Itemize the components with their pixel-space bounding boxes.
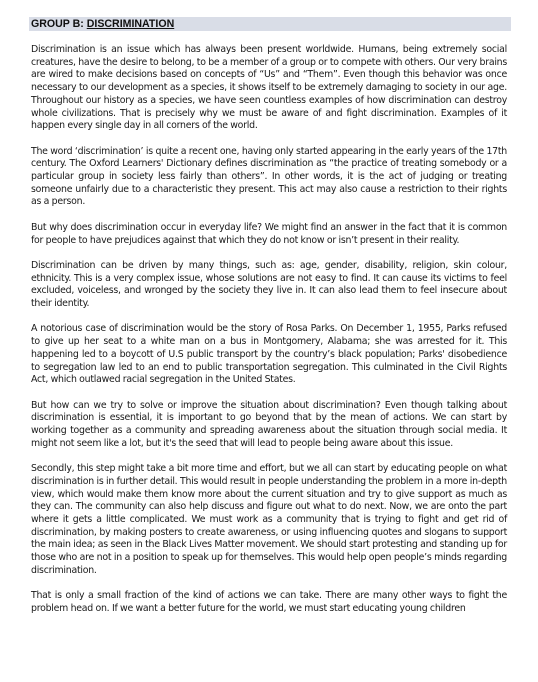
section-title: DISCRIMINATION xyxy=(86,18,175,30)
paragraph-definition: The word ‘discrimination’ is quite a recent one, having only started appearing in the early years of the 17th century. The Oxford Learners' Dictionary defines discrimination as “the practice of treating somebody or a particular group in society less fairly than others”. In other words, it is the act of judging or treating someone unfairly due to a characteristic they present. This act may also cause a restriction to their rights as a person. xyxy=(31,145,507,208)
paragraph-conclusion: That is only a small fraction of the kind of actions we can take. There are many other ways to fight the problem head on. If we want a better future for the world, we must start educating young children xyxy=(31,590,507,614)
paragraph-intro: Discrimination is an issue which has always been present worldwide. Humans, being extremely social creatures, have the desire to belong, to be a member of a group or to compete with others. Our very brains are wired to make decisions based on concepts of “Us” and “Them”. Even though this behavior was once necessary to our development as a species, it shows itself to be extremely damaging to society in our age. Throughout our history as a species, we have seen countless examples of how discrimination can destroy whole civilizations. That is precisely why we must be aware of and fight discrimination. Examples of it happen every single day in all corners of the world. xyxy=(31,44,507,132)
paragraph-rosa-parks: A notorious case of discrimination would be the story of Rosa Parks. On December 1, 1955, Parks refused to give up her seat to a white man on a bus in Montgomery, Alabama; she was arrested for it. This happening led to a boycott of U.S public transport by the country’s black population; Parks' disobedience to segregation law led to an end to public transportation segregation. This culminated in the Civil Rights Act, which outlawed racial segregation in the United States. xyxy=(31,323,507,386)
paragraph-education: Secondly, this step might take a bit more time and effort, but we all can start by educating people on what discrimination is in further detail. This would result in people understanding the problem in a more in-depth view, which would make them know more about the current situation and try to give support as much as they can. The community can also help discuss and figure out what to do next. Now, we are onto the part where it gets a little complicated. We must work as a community that is trying to fight and get rid of discrimination, by making posters to create awareness, or using influencing quotes and slogans to support the main idea; as seen in the Black Lives Matter movement. We should start protesting and standing up for those who are not in a position to speak up for themselves. This would help open people’s minds regarding discrimination. xyxy=(31,463,507,576)
paragraph-solutions: But how can we try to solve or improve the situation about discrimination? Even though talking about discrimination is essential, it is important to go beyond that by the mean of actions. We can start by working together as a community and spreading awareness about the situation through social media. It might not seem like a lot, but it's the seed that will lead to people being aware about this issue. xyxy=(31,399,507,449)
document-body xyxy=(31,44,507,628)
paragraph-drivers: Discrimination can be driven by many things, such as: age, gender, disability, religion, skin colour, ethnicity. This is a very complex issue, whose solutions are not easy to find. It can cause its victims to feel excluded, voiceless, and wronged by the society they live in. It can also lead them to feel insecure about their identity. xyxy=(31,259,507,310)
section-header xyxy=(31,17,174,31)
group-label: GROUP B: xyxy=(31,18,87,30)
paragraph-causes: But why does discrimination occur in everyday life? We might find an answer in the fact that it is common for people to have prejudices against that which they do not know or isn’t present in their reality. xyxy=(31,221,507,246)
